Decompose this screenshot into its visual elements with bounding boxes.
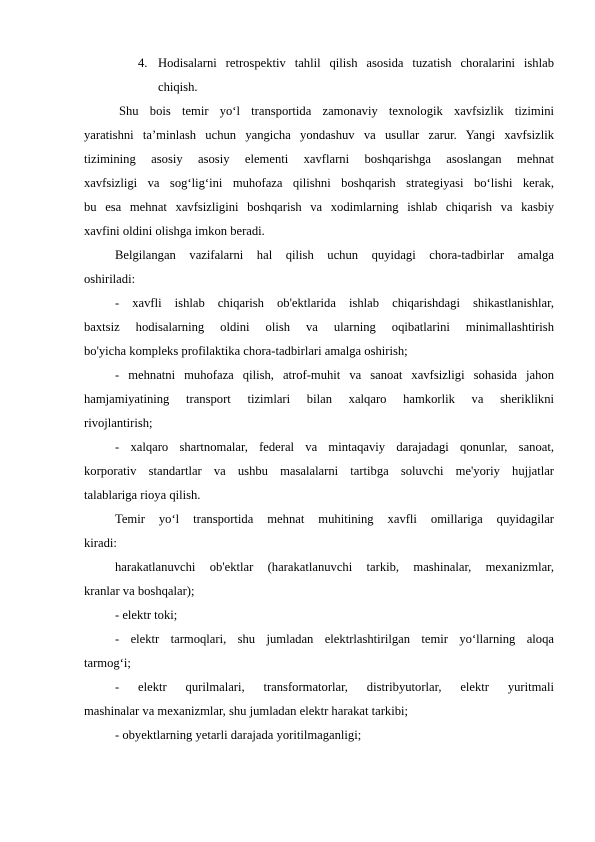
paragraph-line: rivojlantirish; (84, 416, 153, 430)
paragraph-line: xavfini oldini olishga imkon beradi. (84, 224, 265, 238)
list-item-line: chiqish. (158, 80, 198, 94)
paragraph-line: bo'yicha kompleks profilaktika chora-tadbirlari amalga oshirish; (84, 344, 408, 358)
paragraph-line: - obyektlarning yetarli darajada yoritilmaganligi; (115, 728, 362, 742)
list-number: 4. (138, 56, 148, 70)
paragraph-line: - xalqaro shartnomalar, federal va mintaqaviy darajadagi qonunlar, sanoat, (115, 440, 554, 454)
paragraph-line: korporativ standartlar va ushbu masalalarni tartibga soluvchi me'yoriy hujjatlar (84, 464, 554, 478)
paragraph-line: baxtsiz hodisalarning oldini olish va ularning oqibatlarini minimallashtirish (84, 320, 554, 334)
paragraph-line: tizimining asosiy asosiy elementi xavflarni boshqarishga asoslangan mehnat (84, 152, 554, 166)
paragraph-line: talablariga rioya qilish. (84, 488, 201, 502)
paragraph-line: mashinalar va mexanizmlar, shu jumladan elektr harakat tarkibi; (84, 704, 409, 718)
paragraph-line: - elektr toki; (115, 608, 178, 622)
paragraph-line: - elektr tarmoqlari, shu jumladan elektrlashtirilgan temir yo‘llarning aloqa (115, 632, 554, 646)
paragraph-line: - elektr qurilmalari, transformatorlar, distribyutorlar, elektr yuritmali (115, 680, 554, 694)
paragraph-line: tarmog‘i; (84, 656, 131, 670)
paragraph-line: kiradi: (84, 536, 117, 550)
paragraph-line: Temir yo‘l transportida mehnat muhitining xavfli omillariga quyidagilar (115, 512, 554, 526)
paragraph-line: bu esa mehnat xavfsizligini boshqarish va xodimlarning ishlab chiqarish va kasbiy (84, 200, 554, 214)
list-item-line: Hodisalarni retrospektiv tahlil qilish asosida tuzatish choralarini ishlab (158, 56, 554, 70)
paragraph-line: Shu bois temir yo‘l transportida zamonaviy texnologik xavfsizlik tizimini (119, 104, 554, 118)
paragraph-line: xavfsizligi va sog‘lig‘ini muhofaza qilishni boshqarish strategiyasi bo‘lishi kerak, (84, 176, 554, 190)
paragraph-line: Belgilangan vazifalarni hal qilish uchun quyidagi chora-tadbirlar amalga (115, 248, 554, 262)
paragraph-line: kranlar va boshqalar); (84, 584, 195, 598)
paragraph-line: yaratishni ta’minlash uchun yangicha yondashuv va usullar zarur. Yangi xavfsizlik (84, 128, 554, 142)
paragraph-line: - mehnatni muhofaza qilish, atrof-muhit va sanoat xavfsizligi sohasida jahon (115, 368, 554, 382)
paragraph-line: hamjamiyatining transport tizimlari bilan xalqaro hamkorlik va sheriklikni (84, 392, 554, 406)
paragraph-line: - xavfli ishlab chiqarish ob'ektlarida ishlab chiqarishdagi shikastlanishlar, (115, 296, 554, 310)
paragraph-line: oshiriladi: (84, 272, 136, 286)
paragraph-line: harakatlanuvchi ob'ektlar (harakatlanuvchi tarkib, mashinalar, mexanizmlar, (115, 560, 554, 574)
